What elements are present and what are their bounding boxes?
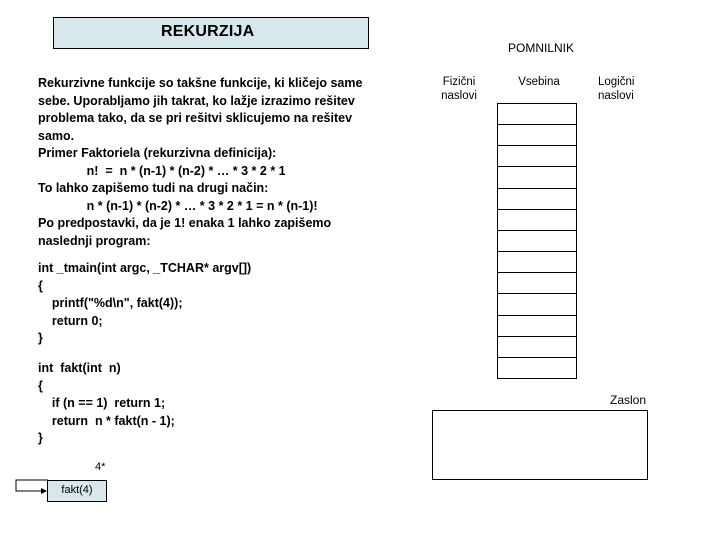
stack-value: 4*: [95, 461, 106, 473]
logical-addresses-header: Logični naslovi: [598, 76, 635, 102]
screen-label: Zaslon: [610, 393, 647, 407]
intro-line: Po predpostavki, da je 1! enaka 1 lahko zapišemo: [38, 216, 332, 230]
intro-line: problema tako, da se pri rešitvi sklicujemo na rešitev: [38, 111, 353, 125]
code-line: printf("%d\n", fakt(4));: [38, 296, 183, 310]
intro-text: [38, 75, 418, 250]
memory-cell: [498, 337, 576, 358]
memory-table: [497, 103, 577, 379]
call-box: [47, 480, 107, 502]
code-main: [38, 260, 251, 348]
memory-cell: [498, 189, 576, 210]
memory-title: POMNILNIK: [508, 41, 575, 55]
code-line: int fakt(int n): [38, 361, 121, 375]
intro-line: sebe. Uporabljamo jih takrat, ko lažje izrazimo rešitev: [38, 93, 355, 108]
memory-cell: [498, 231, 576, 252]
memory-cell: [498, 294, 576, 315]
code-line: return n * fakt(n - 1);: [38, 413, 175, 428]
memory-cell: [498, 273, 576, 294]
content-header: Vsebina: [518, 76, 560, 88]
intro-line: n! = n * (n-1) * (n-2) * … * 3 * 2 * 1: [38, 163, 286, 178]
intro-line: Primer Faktoriela (rekurzivna definicija):: [38, 146, 277, 160]
intro-line: samo.: [38, 128, 75, 143]
screen-box: [432, 410, 648, 480]
intro-line: Rekurzivne funkcije so takšne funkcije, ki kličejo same: [38, 76, 363, 90]
memory-cell: [498, 146, 576, 167]
physical-addresses-header: Fizični naslovi: [441, 76, 477, 102]
title-box: [53, 17, 369, 49]
call-label: fakt(4): [61, 484, 93, 496]
memory-cell: [498, 125, 576, 146]
intro-line: To lahko zapišemo tudi na drugi način:: [38, 181, 269, 195]
memory-cell: [498, 252, 576, 273]
code-line: if (n == 1) return 1;: [38, 396, 166, 410]
memory-cell: [498, 104, 576, 125]
intro-line: naslednji program:: [38, 233, 151, 248]
code-fakt: [38, 360, 175, 448]
memory-cell: [498, 316, 576, 337]
memory-cell: [498, 358, 576, 378]
code-line: }: [38, 331, 43, 345]
code-line: int _tmain(int argc, _TCHAR* argv[]): [38, 261, 252, 275]
memory-cell: [498, 167, 576, 188]
code-line: {: [38, 278, 43, 293]
memory-cell: [498, 210, 576, 231]
code-line: return 0;: [38, 313, 103, 328]
intro-line: n * (n-1) * (n-2) * … * 3 * 2 * 1 = n * (n-1)!: [38, 198, 318, 213]
page-title: REKURZIJA: [161, 23, 255, 40]
code-line: {: [38, 378, 43, 393]
code-line: }: [38, 431, 43, 445]
